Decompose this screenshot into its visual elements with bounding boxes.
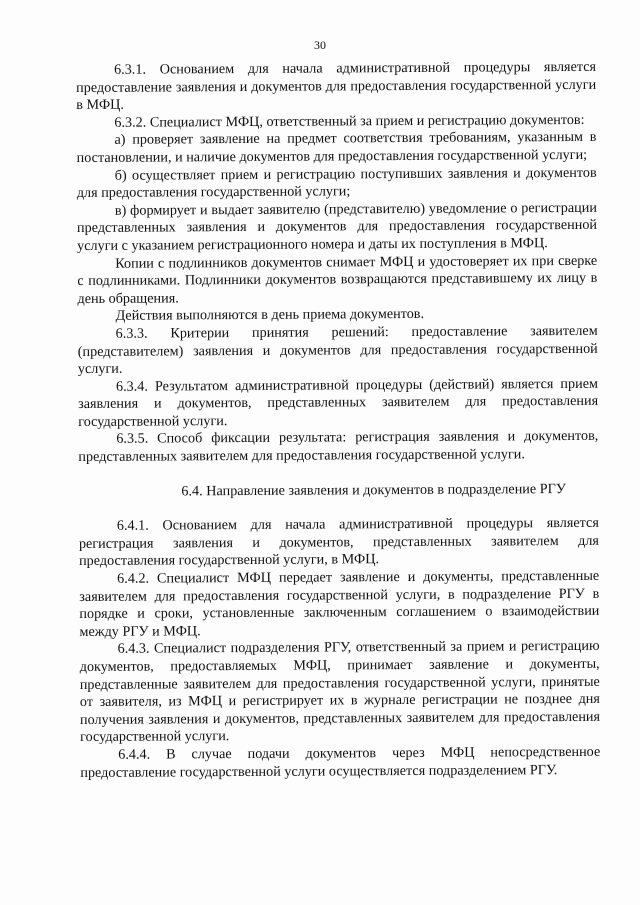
- paragraph-6-4-2: 6.4.2. Специалист МФЦ передает заявление и документы, представленные заявителем для предоставления государственной услуги, в подразделение РГУ в порядке и сроки, установленные заключенным соглашением о взаимодействии между РГУ и МФЦ.: [79, 567, 600, 640]
- paragraph-6-3-5: 6.3.5. Способ фиксации результата: регистрация заявления и документов, представленных заявителем для предоставления государственной услуги.: [78, 428, 599, 466]
- paragraph-6-3-2-v: в) формирует и выдает заявителю (представителю) уведомление о регистрации представленных заявления и документов для предоставления государственной услуги с указанием регистрационного номера и даты их поступления в МФЦ.: [76, 199, 598, 254]
- document-body: [76, 59, 600, 782]
- paragraph-6-3-2-a: а) проверяет заявление на предмет соответствия требованиям, указанным в постановлении, и наличие документов для предоставления государственной услуги;: [76, 129, 597, 166]
- paragraph-6-4-3: 6.4.3. Специалист подразделения РГУ, ответственный за прием и регистрацию документов, предоставляемых МФЦ, принимает заявление и документы, представленные заявителем для предоставления государственной услуги, принятые от заявителя, из МФЦ и регистрирует их в журнале регистрации не позднее дня получения заявления и документов, представленных заявителем для предоставления государственной услуги.: [79, 638, 601, 746]
- paragraph-6-3-2-b: б) осуществляет прием и регистрацию поступивших заявления и документов для предоставления государственной услуги;: [76, 164, 597, 202]
- paragraph-6-4-4: 6.4.4. В случае подачи документов через МФЦ непосредственное предоставление государственной услуги осуществляется подразделением РГУ.: [80, 743, 601, 781]
- section-heading-6-4: 6.4. Направление заявления и документов в подразделение РГУ: [181, 480, 566, 500]
- paragraph-6-3-1: 6.3.1. Основанием для начала административной процедуры является предоставление заявления и документов для предоставления государственной услуги в МФЦ.: [76, 58, 597, 114]
- paragraph-copies: Копии с подлинников документов снимает МФЦ и удостоверяет их при сверке с подлинниками. Подлинники документов возвращаются представившему их лицу в день обращения.: [77, 252, 598, 307]
- page-number: 30: [314, 38, 326, 52]
- paragraph-actions-day: Действия выполняются в день приема документов.: [115, 306, 425, 325]
- paragraph-6-3-3: 6.3.3. Критерии принятия решений: предоставление заявителем (представителем) заявления и документов для предоставления государственной услуги.: [77, 322, 598, 378]
- paragraph-6-4-1: 6.4.1. Основанием для начала административной процедуры является регистрация заявления и документов, представленных заявителем для предоставления государственной услуги, в МФЦ.: [78, 515, 599, 570]
- paragraph-6-3-2: 6.3.2. Специалист МФЦ, ответственный за прием и регистрацию документов:: [114, 111, 585, 131]
- paragraph-6-3-4: 6.3.4. Результатом административной процедуры (действий) является прием заявления и документов, представленных заявителем для предоставления государственной услуги.: [78, 375, 599, 430]
